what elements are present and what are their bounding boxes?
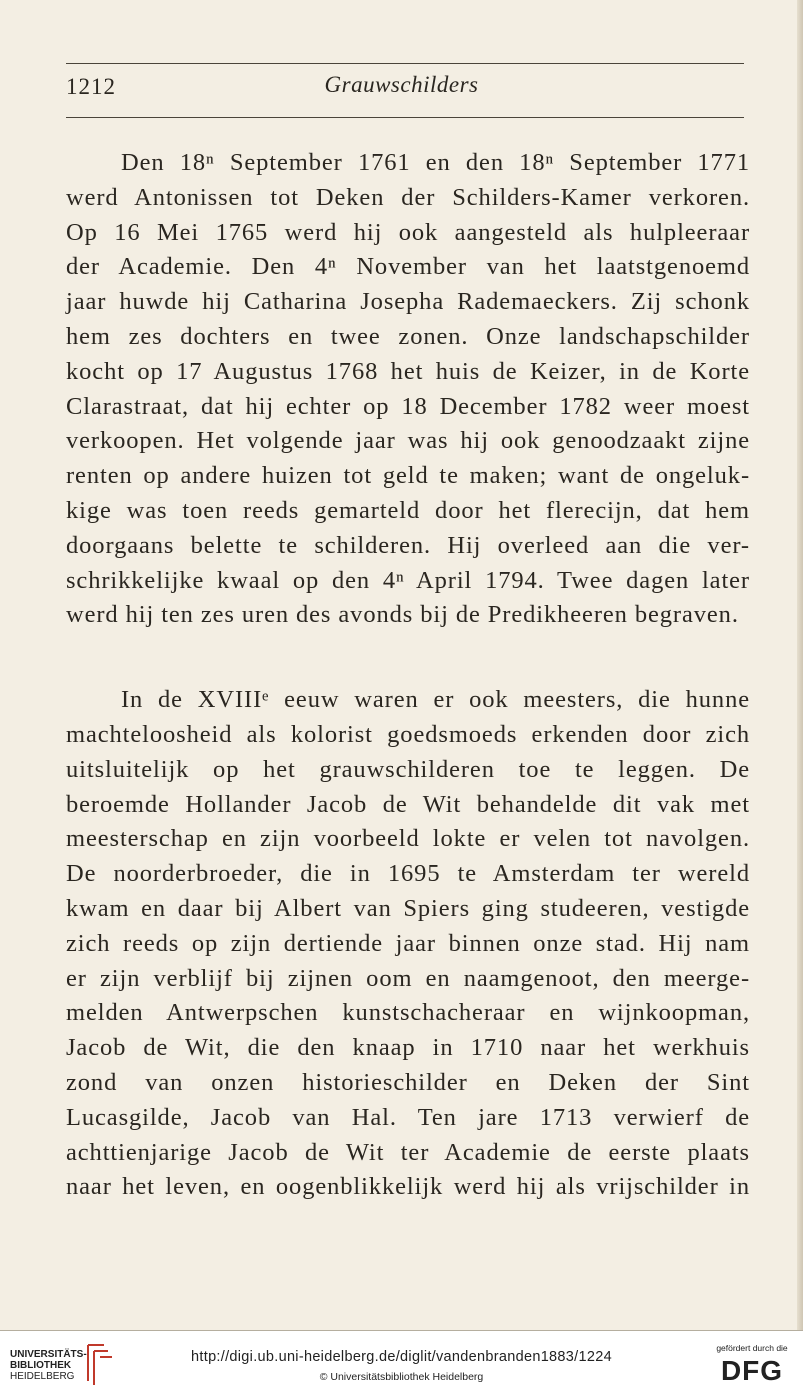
- text-line: Den 18ⁿ September 1761 en den 18ⁿ September 1771: [121, 149, 750, 176]
- text-line: Clarastraat, dat hij echter op 18 December 1782 weer moest: [66, 392, 750, 420]
- text-line: doorgaans belette te schilderen. Hij overleed aan die ver-: [66, 531, 750, 559]
- library-name-line1: UNIVERSITÄTS-: [10, 1349, 87, 1360]
- header-rule-top: [66, 63, 744, 64]
- text-line: kwam en daar bij Albert van Spiers ging studeeren, vestigde: [66, 894, 750, 922]
- text-line: renten op andere huizen tot geld te maken; want de ongeluk-: [66, 462, 750, 490]
- text-line: Op 16 Mei 1765 werd hij ook aangesteld als hulpleeraar: [66, 218, 750, 246]
- text-line: beroemde Hollander Jacob de Wit behandelde dit vak met: [66, 790, 750, 818]
- text-line: De noorderbroeder, die in 1695 te Amsterdam ter wereld: [66, 860, 750, 888]
- text-line: machteloosheid als kolorist goedsmoeds erkenden door zich: [66, 720, 750, 748]
- text-line: Jacob de Wit, die den knaap in 1710 naar het werkhuis: [66, 1034, 750, 1062]
- library-name-line3: HEIDELBERG: [10, 1371, 75, 1382]
- text-line: zond van onzen historieschilder en Deken der Sint: [66, 1068, 750, 1096]
- copyright-notice: © Universitätsbibliothek Heidelberg: [319, 1371, 484, 1383]
- paragraph-gap: [66, 633, 750, 683]
- text-line: schrikkelijke kwaal op den 4ⁿ April 1794. Twee dagen later: [66, 566, 750, 594]
- dfg-logo: DFG: [720, 1355, 784, 1386]
- body-text: [66, 146, 750, 1205]
- text-line: er zijn verblijf bij zijnen oom en naamgenoot, den meerge-: [66, 964, 750, 992]
- text-line: kige was toen reeds gemarteld door het flerecijn, dat hem: [66, 496, 750, 524]
- running-head: Grauwschilders: [324, 72, 479, 97]
- text-line: jaar huwde hij Catharina Josepha Rademaeckers. Zij schonk: [66, 288, 750, 316]
- text-line: kocht op 17 Augustus 1768 het huis de Keizer, in de Korte: [66, 357, 750, 385]
- text-line: achttienjarige Jacob de Wit ter Academie de eerste plaats: [66, 1138, 750, 1166]
- text-line: verkoopen. Het volgende jaar was hij ook genoodzaakt zijne: [66, 427, 750, 455]
- text-line: werd hij ten zes uren des avonds bij de Predikheeren begraven.: [66, 601, 739, 629]
- page-number: 1212: [66, 74, 116, 99]
- text-line: melden Antwerpschen kunstschacheraar en wijnkoopman,: [66, 999, 750, 1027]
- text-line: der Academie. Den 4ⁿ November van het laatstgenoemd: [66, 253, 750, 281]
- text-line: hem zes dochters en twee zonen. Onze landschapschilder: [66, 322, 750, 350]
- library-name-line2: BIBLIOTHEK: [10, 1360, 72, 1371]
- page-edge-shadow: [797, 0, 803, 1330]
- text-line: werd Antonissen tot Deken der Schilders-Kamer verkoren.: [66, 183, 750, 211]
- text-line: zich reeds op zijn dertiende jaar binnen onze stad. Hij nam: [66, 929, 750, 957]
- footer-bar: [0, 1331, 803, 1393]
- source-url-link[interactable]: http://digi.ub.uni-heidelberg.de/diglit/vandenbranden1883/1224: [191, 1349, 612, 1365]
- header-rule-bottom: [66, 117, 744, 118]
- funding-note: gefördert durch die: [716, 1343, 788, 1353]
- paragraph-1: [66, 146, 750, 633]
- text-line: meesterschap en zijn voorbeeld lokte er velen tot navolgen.: [66, 825, 750, 853]
- text-line: naar het leven, en oogenblikkelijk werd hij als vrijschilder in: [66, 1173, 750, 1201]
- text-line: uitsluitelijk op het grauwschilderen toe te leggen. De: [66, 755, 750, 783]
- text-line: Lucasgilde, Jacob van Hal. Ten jare 1713 verwierf de: [66, 1103, 750, 1131]
- paragraph-2: [66, 683, 750, 1205]
- text-line: In de XVIIIᵉ eeuw waren er ook meesters, die hunne: [121, 686, 750, 714]
